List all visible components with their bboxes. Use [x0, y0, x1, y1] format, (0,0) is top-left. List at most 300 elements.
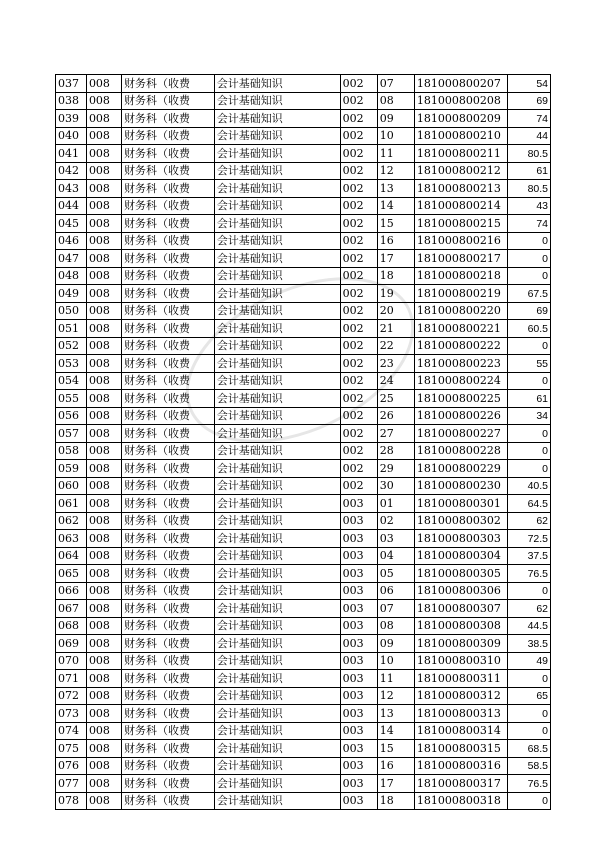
table-row [56, 425, 551, 443]
ticket-no-cell: 181000800209 [414, 110, 507, 128]
seat-no-cell: 07 [377, 600, 414, 618]
seq-no-cell: 047 [56, 250, 87, 268]
score-cell: 72.5 [507, 530, 550, 548]
table-row [56, 180, 551, 198]
seq-no-cell: 065 [56, 565, 87, 583]
ticket-no-cell: 181000800314 [414, 722, 507, 740]
department-cell: 财务科（收费 [122, 75, 215, 93]
seq-no-cell: 067 [56, 600, 87, 618]
seat-no-cell: 26 [377, 407, 414, 425]
seq-no-cell: 076 [56, 757, 87, 775]
seat-no-cell: 27 [377, 425, 414, 443]
seq-no-cell: 077 [56, 775, 87, 793]
exam-subject-cell: 会计基础知识 [214, 617, 340, 635]
department-cell: 财务科（收费 [122, 740, 215, 758]
score-cell: 76.5 [507, 565, 550, 583]
score-cell: 62 [507, 600, 550, 618]
post-code-cell: 008 [86, 740, 121, 758]
score-cell: 37.5 [507, 547, 550, 565]
department-cell: 财务科（收费 [122, 547, 215, 565]
seq-no-cell: 049 [56, 285, 87, 303]
post-code-cell: 008 [86, 635, 121, 653]
ticket-no-cell: 181000800301 [414, 495, 507, 513]
post-code-cell: 008 [86, 670, 121, 688]
seat-no-cell: 25 [377, 390, 414, 408]
post-code-cell: 008 [86, 302, 121, 320]
exam-subject-cell: 会计基础知识 [214, 792, 340, 810]
seq-no-cell: 057 [56, 425, 87, 443]
seat-no-cell: 10 [377, 127, 414, 145]
department-cell: 财务科（收费 [122, 495, 215, 513]
ticket-no-cell: 181000800312 [414, 687, 507, 705]
post-code-cell: 008 [86, 250, 121, 268]
exam-subject-cell: 会计基础知识 [214, 320, 340, 338]
seat-no-cell: 02 [377, 512, 414, 530]
table-row [56, 407, 551, 425]
seq-no-cell: 048 [56, 267, 87, 285]
table-row [56, 652, 551, 670]
seat-no-cell: 15 [377, 740, 414, 758]
exam-room-cell: 003 [340, 792, 377, 810]
post-code-cell: 008 [86, 530, 121, 548]
exam-subject-cell: 会计基础知识 [214, 215, 340, 233]
exam-room-cell: 002 [340, 285, 377, 303]
exam-subject-cell: 会计基础知识 [214, 512, 340, 530]
ticket-no-cell: 181000800318 [414, 792, 507, 810]
score-cell: 34 [507, 407, 550, 425]
score-table-body [56, 75, 551, 810]
seat-no-cell: 13 [377, 705, 414, 723]
ticket-no-cell: 181000800305 [414, 565, 507, 583]
ticket-no-cell: 181000800302 [414, 512, 507, 530]
seat-no-cell: 06 [377, 582, 414, 600]
table-row [56, 460, 551, 478]
ticket-no-cell: 181000800215 [414, 215, 507, 233]
score-cell: 76.5 [507, 775, 550, 793]
seat-no-cell: 08 [377, 92, 414, 110]
exam-subject-cell: 会计基础知识 [214, 425, 340, 443]
score-cell: 43 [507, 197, 550, 215]
post-code-cell: 008 [86, 215, 121, 233]
department-cell: 财务科（收费 [122, 617, 215, 635]
exam-subject-cell: 会计基础知识 [214, 250, 340, 268]
post-code-cell: 008 [86, 92, 121, 110]
ticket-no-cell: 181000800309 [414, 635, 507, 653]
seq-no-cell: 045 [56, 215, 87, 233]
exam-room-cell: 002 [340, 92, 377, 110]
seat-no-cell: 10 [377, 652, 414, 670]
seq-no-cell: 070 [56, 652, 87, 670]
exam-subject-cell: 会计基础知识 [214, 162, 340, 180]
seat-no-cell: 22 [377, 337, 414, 355]
seq-no-cell: 041 [56, 145, 87, 163]
ticket-no-cell: 181000800218 [414, 267, 507, 285]
seat-no-cell: 29 [377, 460, 414, 478]
seat-no-cell: 11 [377, 670, 414, 688]
score-cell: 0 [507, 250, 550, 268]
department-cell: 财务科（收费 [122, 687, 215, 705]
exam-room-cell: 002 [340, 477, 377, 495]
score-cell: 38.5 [507, 635, 550, 653]
score-cell: 58.5 [507, 757, 550, 775]
exam-subject-cell: 会计基础知识 [214, 372, 340, 390]
table-row [56, 232, 551, 250]
score-cell: 80.5 [507, 180, 550, 198]
ticket-no-cell: 181000800220 [414, 302, 507, 320]
score-cell: 0 [507, 232, 550, 250]
seq-no-cell: 059 [56, 460, 87, 478]
post-code-cell: 008 [86, 617, 121, 635]
department-cell: 财务科（收费 [122, 215, 215, 233]
exam-subject-cell: 会计基础知识 [214, 267, 340, 285]
table-row [56, 635, 551, 653]
post-code-cell: 008 [86, 232, 121, 250]
score-cell: 67.5 [507, 285, 550, 303]
seq-no-cell: 056 [56, 407, 87, 425]
exam-subject-cell: 会计基础知识 [214, 547, 340, 565]
seat-no-cell: 16 [377, 232, 414, 250]
seq-no-cell: 053 [56, 355, 87, 373]
seat-no-cell: 08 [377, 617, 414, 635]
table-row [56, 320, 551, 338]
post-code-cell: 008 [86, 337, 121, 355]
ticket-no-cell: 181000800304 [414, 547, 507, 565]
exam-room-cell: 003 [340, 740, 377, 758]
score-cell: 0 [507, 460, 550, 478]
department-cell: 财务科（收费 [122, 180, 215, 198]
table-row [56, 390, 551, 408]
department-cell: 财务科（收费 [122, 127, 215, 145]
post-code-cell: 008 [86, 705, 121, 723]
score-cell: 61 [507, 162, 550, 180]
exam-room-cell: 003 [340, 635, 377, 653]
table-row [56, 302, 551, 320]
exam-room-cell: 002 [340, 267, 377, 285]
seat-no-cell: 14 [377, 197, 414, 215]
seq-no-cell: 052 [56, 337, 87, 355]
exam-subject-cell: 会计基础知识 [214, 355, 340, 373]
department-cell: 财务科（收费 [122, 600, 215, 618]
score-cell: 61 [507, 390, 550, 408]
department-cell: 财务科（收费 [122, 442, 215, 460]
table-row [56, 442, 551, 460]
seq-no-cell: 038 [56, 92, 87, 110]
seat-no-cell: 28 [377, 442, 414, 460]
table-row [56, 285, 551, 303]
seat-no-cell: 01 [377, 495, 414, 513]
seat-no-cell: 19 [377, 285, 414, 303]
department-cell: 财务科（收费 [122, 162, 215, 180]
post-code-cell: 008 [86, 792, 121, 810]
ticket-no-cell: 181000800212 [414, 162, 507, 180]
department-cell: 财务科（收费 [122, 390, 215, 408]
exam-room-cell: 002 [340, 320, 377, 338]
ticket-no-cell: 181000800307 [414, 600, 507, 618]
post-code-cell: 008 [86, 495, 121, 513]
table-row [56, 775, 551, 793]
department-cell: 财务科（收费 [122, 372, 215, 390]
exam-room-cell: 003 [340, 687, 377, 705]
score-cell: 64.5 [507, 495, 550, 513]
seat-no-cell: 09 [377, 110, 414, 128]
department-cell: 财务科（收费 [122, 775, 215, 793]
seat-no-cell: 04 [377, 547, 414, 565]
department-cell: 财务科（收费 [122, 530, 215, 548]
score-cell: 68.5 [507, 740, 550, 758]
ticket-no-cell: 181000800230 [414, 477, 507, 495]
post-code-cell: 008 [86, 285, 121, 303]
ticket-no-cell: 181000800306 [414, 582, 507, 600]
exam-subject-cell: 会计基础知识 [214, 390, 340, 408]
exam-room-cell: 003 [340, 670, 377, 688]
exam-room-cell: 003 [340, 495, 377, 513]
score-cell: 60.5 [507, 320, 550, 338]
post-code-cell: 008 [86, 512, 121, 530]
table-row [56, 127, 551, 145]
seat-no-cell: 20 [377, 302, 414, 320]
ticket-no-cell: 181000800225 [414, 390, 507, 408]
seq-no-cell: 072 [56, 687, 87, 705]
exam-subject-cell: 会计基础知识 [214, 302, 340, 320]
score-cell: 80.5 [507, 145, 550, 163]
score-cell: 0 [507, 372, 550, 390]
exam-subject-cell: 会计基础知识 [214, 670, 340, 688]
table-row [56, 92, 551, 110]
seq-no-cell: 078 [56, 792, 87, 810]
seat-no-cell: 21 [377, 320, 414, 338]
exam-subject-cell: 会计基础知识 [214, 127, 340, 145]
department-cell: 财务科（收费 [122, 565, 215, 583]
seat-no-cell: 17 [377, 250, 414, 268]
exam-room-cell: 003 [340, 652, 377, 670]
ticket-no-cell: 181000800317 [414, 775, 507, 793]
department-cell: 财务科（收费 [122, 145, 215, 163]
score-cell: 62 [507, 512, 550, 530]
seat-no-cell: 14 [377, 722, 414, 740]
department-cell: 财务科（收费 [122, 635, 215, 653]
seat-no-cell: 11 [377, 145, 414, 163]
exam-room-cell: 002 [340, 355, 377, 373]
exam-room-cell: 003 [340, 582, 377, 600]
score-cell: 40.5 [507, 477, 550, 495]
department-cell: 财务科（收费 [122, 670, 215, 688]
ticket-no-cell: 181000800223 [414, 355, 507, 373]
seat-no-cell: 12 [377, 687, 414, 705]
seat-no-cell: 05 [377, 565, 414, 583]
exam-room-cell: 003 [340, 617, 377, 635]
post-code-cell: 008 [86, 757, 121, 775]
seat-no-cell: 16 [377, 757, 414, 775]
ticket-no-cell: 181000800311 [414, 670, 507, 688]
department-cell: 财务科（收费 [122, 267, 215, 285]
table-row [56, 355, 551, 373]
department-cell: 财务科（收费 [122, 92, 215, 110]
department-cell: 财务科（收费 [122, 285, 215, 303]
table-row [56, 337, 551, 355]
post-code-cell: 008 [86, 477, 121, 495]
score-cell: 0 [507, 792, 550, 810]
exam-subject-cell: 会计基础知识 [214, 337, 340, 355]
seq-no-cell: 044 [56, 197, 87, 215]
table-row [56, 600, 551, 618]
score-cell: 0 [507, 722, 550, 740]
exam-room-cell: 003 [340, 512, 377, 530]
seat-no-cell: 24 [377, 372, 414, 390]
table-row [56, 215, 551, 233]
ticket-no-cell: 181000800308 [414, 617, 507, 635]
exam-room-cell: 002 [340, 337, 377, 355]
score-cell: 69 [507, 92, 550, 110]
post-code-cell: 008 [86, 145, 121, 163]
exam-subject-cell: 会计基础知识 [214, 92, 340, 110]
ticket-no-cell: 181000800222 [414, 337, 507, 355]
seq-no-cell: 039 [56, 110, 87, 128]
score-cell: 49 [507, 652, 550, 670]
department-cell: 财务科（收费 [122, 197, 215, 215]
seq-no-cell: 074 [56, 722, 87, 740]
post-code-cell: 008 [86, 687, 121, 705]
exam-room-cell: 002 [340, 145, 377, 163]
department-cell: 财务科（收费 [122, 652, 215, 670]
exam-subject-cell: 会计基础知识 [214, 635, 340, 653]
seq-no-cell: 073 [56, 705, 87, 723]
post-code-cell: 008 [86, 442, 121, 460]
post-code-cell: 008 [86, 355, 121, 373]
exam-room-cell: 003 [340, 565, 377, 583]
score-cell: 65 [507, 687, 550, 705]
exam-subject-cell: 会计基础知识 [214, 75, 340, 93]
exam-subject-cell: 会计基础知识 [214, 775, 340, 793]
exam-room-cell: 003 [340, 600, 377, 618]
exam-subject-cell: 会计基础知识 [214, 232, 340, 250]
exam-room-cell: 002 [340, 75, 377, 93]
exam-room-cell: 003 [340, 722, 377, 740]
seq-no-cell: 040 [56, 127, 87, 145]
post-code-cell: 008 [86, 267, 121, 285]
exam-subject-cell: 会计基础知识 [214, 145, 340, 163]
table-row [56, 197, 551, 215]
seat-no-cell: 12 [377, 162, 414, 180]
ticket-no-cell: 181000800227 [414, 425, 507, 443]
exam-subject-cell: 会计基础知识 [214, 530, 340, 548]
table-row [56, 722, 551, 740]
seat-no-cell: 13 [377, 180, 414, 198]
exam-room-cell: 002 [340, 110, 377, 128]
department-cell: 财务科（收费 [122, 320, 215, 338]
department-cell: 财务科（收费 [122, 407, 215, 425]
post-code-cell: 008 [86, 162, 121, 180]
seq-no-cell: 051 [56, 320, 87, 338]
seq-no-cell: 042 [56, 162, 87, 180]
table-row [56, 110, 551, 128]
score-cell: 44.5 [507, 617, 550, 635]
score-table [55, 74, 551, 810]
score-cell: 0 [507, 442, 550, 460]
ticket-no-cell: 181000800310 [414, 652, 507, 670]
exam-room-cell: 003 [340, 547, 377, 565]
seq-no-cell: 071 [56, 670, 87, 688]
table-row [56, 162, 551, 180]
table-row [56, 512, 551, 530]
ticket-no-cell: 181000800303 [414, 530, 507, 548]
table-row [56, 495, 551, 513]
exam-room-cell: 002 [340, 407, 377, 425]
post-code-cell: 008 [86, 722, 121, 740]
seq-no-cell: 061 [56, 495, 87, 513]
exam-room-cell: 003 [340, 757, 377, 775]
exam-subject-cell: 会计基础知识 [214, 460, 340, 478]
department-cell: 财务科（收费 [122, 512, 215, 530]
table-row [56, 547, 551, 565]
score-cell: 74 [507, 110, 550, 128]
table-row [56, 372, 551, 390]
post-code-cell: 008 [86, 460, 121, 478]
exam-room-cell: 003 [340, 705, 377, 723]
seq-no-cell: 058 [56, 442, 87, 460]
post-code-cell: 008 [86, 180, 121, 198]
department-cell: 财务科（收费 [122, 722, 215, 740]
table-row [56, 530, 551, 548]
ticket-no-cell: 181000800313 [414, 705, 507, 723]
ticket-no-cell: 181000800210 [414, 127, 507, 145]
ticket-no-cell: 181000800219 [414, 285, 507, 303]
seat-no-cell: 17 [377, 775, 414, 793]
exam-room-cell: 003 [340, 775, 377, 793]
seat-no-cell: 23 [377, 355, 414, 373]
score-cell: 44 [507, 127, 550, 145]
table-row [56, 740, 551, 758]
department-cell: 财务科（收费 [122, 582, 215, 600]
exam-room-cell: 002 [340, 180, 377, 198]
exam-subject-cell: 会计基础知识 [214, 442, 340, 460]
ticket-no-cell: 181000800224 [414, 372, 507, 390]
seat-no-cell: 09 [377, 635, 414, 653]
exam-subject-cell: 会计基础知识 [214, 652, 340, 670]
ticket-no-cell: 181000800214 [414, 197, 507, 215]
exam-room-cell: 002 [340, 390, 377, 408]
score-cell: 55 [507, 355, 550, 373]
seq-no-cell: 055 [56, 390, 87, 408]
post-code-cell: 008 [86, 582, 121, 600]
post-code-cell: 008 [86, 775, 121, 793]
exam-subject-cell: 会计基础知识 [214, 565, 340, 583]
score-cell: 54 [507, 75, 550, 93]
table-row [56, 670, 551, 688]
score-cell: 0 [507, 670, 550, 688]
exam-subject-cell: 会计基础知识 [214, 757, 340, 775]
table-row [56, 792, 551, 810]
seq-no-cell: 064 [56, 547, 87, 565]
seat-no-cell: 03 [377, 530, 414, 548]
exam-room-cell: 002 [340, 460, 377, 478]
table-row [56, 565, 551, 583]
ticket-no-cell: 181000800216 [414, 232, 507, 250]
exam-subject-cell: 会计基础知识 [214, 407, 340, 425]
table-row [56, 705, 551, 723]
post-code-cell: 008 [86, 110, 121, 128]
score-cell: 0 [507, 267, 550, 285]
table-row [56, 757, 551, 775]
ticket-no-cell: 181000800217 [414, 250, 507, 268]
seq-no-cell: 037 [56, 75, 87, 93]
table-row [56, 477, 551, 495]
exam-subject-cell: 会计基础知识 [214, 180, 340, 198]
post-code-cell: 008 [86, 600, 121, 618]
seq-no-cell: 068 [56, 617, 87, 635]
seq-no-cell: 063 [56, 530, 87, 548]
ticket-no-cell: 181000800211 [414, 145, 507, 163]
exam-subject-cell: 会计基础知识 [214, 722, 340, 740]
